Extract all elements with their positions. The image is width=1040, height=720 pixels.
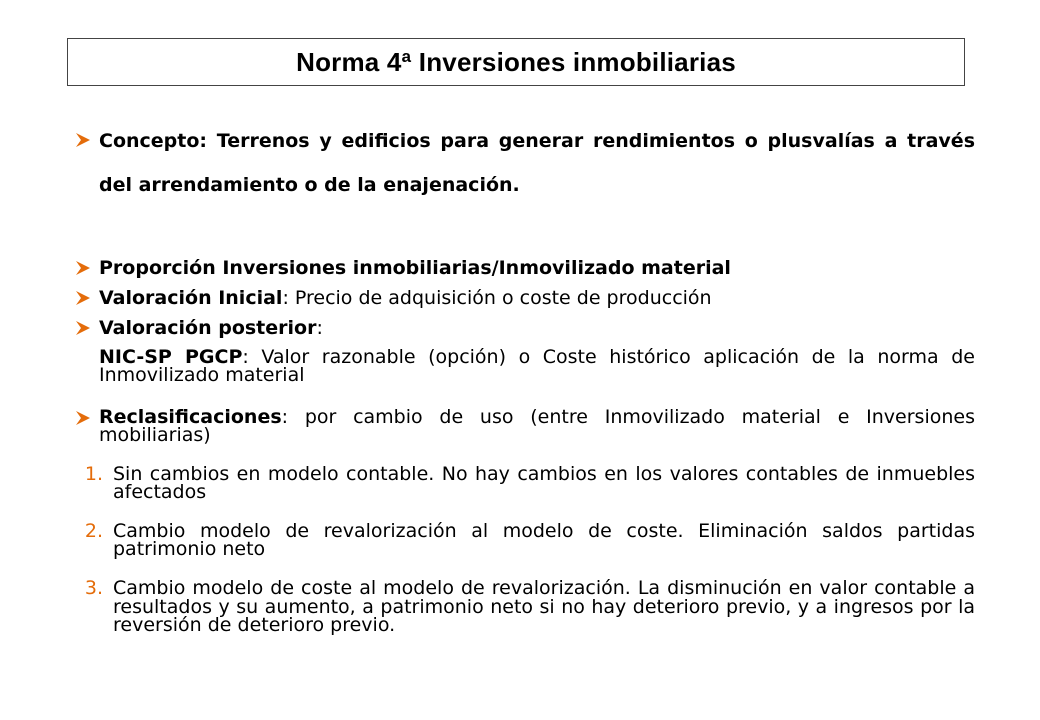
concepto-text: Terrenos y edificios para generar rendimientos o plusvalías a través del arrendamiento o de la enajenación. <box>99 130 976 196</box>
reclasificaciones-label: Reclasificaciones <box>99 406 282 428</box>
valoracion-posterior-text: : <box>316 317 323 339</box>
arrowhead-bullet-icon <box>75 320 91 336</box>
valoracion-posterior-label: Valoración posterior <box>99 317 317 339</box>
arrowhead-bullet-icon <box>75 132 91 148</box>
proporcion-label: Proporción Inversiones inmobiliarias/Inmovilizado material <box>99 257 731 279</box>
bullet-proporcion <box>75 258 975 280</box>
list-item-text: Cambio modelo de coste al modelo de revalorización. La disminución en valor contable a resultados y su aumento, a patrimonio neto si no hay deterioro previo, y a ingresos por la reversión de deterioro previo. <box>113 577 975 636</box>
bullet-concepto <box>75 130 975 200</box>
concepto-paragraph <box>99 119 975 207</box>
bullet-valoracion-inicial <box>75 288 975 310</box>
arrowhead-bullet-icon <box>75 290 91 306</box>
nic-sp-text: : Valor razonable (opción) o Coste histórico aplicación de la norma de Inmovilizado material <box>99 346 975 386</box>
nic-sp-paragraph <box>99 348 975 384</box>
reclasificaciones-paragraph <box>99 408 975 444</box>
arrowhead-bullet-icon <box>75 410 91 426</box>
valoracion-inicial-text: : Precio de adquisición o coste de producción <box>282 287 712 309</box>
bullet-reclasificaciones <box>75 408 975 452</box>
concepto-label: Concepto: <box>99 130 208 152</box>
valoracion-inicial-label: Valoración Inicial <box>99 287 283 309</box>
list-item-text: Sin cambios en modelo contable. No hay cambios en los valores contables de inmuebles afectados <box>113 463 975 503</box>
list-item <box>82 579 975 679</box>
bullet-valoracion-posterior <box>75 318 975 388</box>
valoracion-posterior-paragraph <box>99 318 975 339</box>
slide-title: Norma 4ª Inversiones inmobiliarias <box>296 46 736 77</box>
list-number: 1. <box>84 463 103 485</box>
nic-sp-label: NIC-SP PGCP <box>99 346 243 368</box>
list-item <box>82 465 975 509</box>
list-item <box>82 522 975 566</box>
reclasificaciones-text: : por cambio de uso (entre Inmovilizado material e Inversiones mobiliarias) <box>99 406 975 446</box>
valoracion-inicial-paragraph <box>99 288 975 309</box>
title-box <box>67 38 965 86</box>
arrowhead-bullet-icon <box>75 260 91 276</box>
list-number: 2. <box>84 520 103 542</box>
list-item-text: Cambio modelo de revalorización al modelo de coste. Eliminación saldos partidas patrimonio neto <box>113 520 975 560</box>
list-number: 3. <box>84 577 103 599</box>
